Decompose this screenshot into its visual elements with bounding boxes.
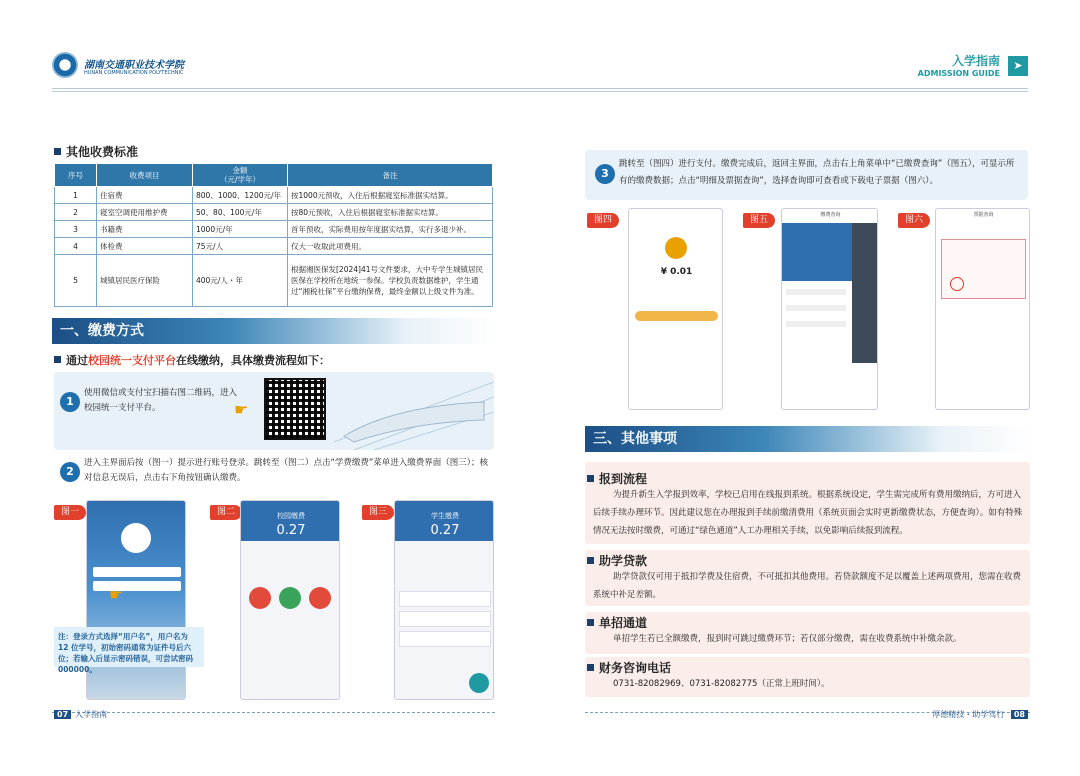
cell-amount: 75元/人: [193, 238, 288, 255]
menu-icon[interactable]: [279, 587, 301, 609]
payment-subtitle: [54, 352, 330, 368]
tuition-menu-icon[interactable]: [249, 587, 271, 609]
table-row: [55, 187, 493, 204]
cell-no: 5: [55, 255, 97, 307]
query-side-menu[interactable]: [852, 223, 878, 363]
cell-note: 按1000元预收，入住后根据寝室标准据实结算。: [288, 187, 493, 204]
loan-box: [585, 550, 1030, 606]
merchant-logo: [665, 237, 687, 259]
list-item[interactable]: [399, 611, 491, 627]
phone-fig5: [781, 208, 878, 410]
single-recruit-box: [585, 612, 1030, 654]
paper-plane-icon: ➤: [1008, 56, 1028, 76]
fee-table: [54, 163, 493, 307]
cell-item: 书籍费: [97, 221, 193, 238]
step3-number: 3: [595, 164, 615, 184]
cell-amount: 1000元/年: [193, 221, 288, 238]
footer-right: [932, 709, 1028, 720]
phone3-header: 学生缴费: [395, 501, 494, 541]
subtitle-highlight: 校园统一支付平台: [88, 354, 176, 367]
step2-number: 2: [60, 462, 80, 482]
fig1-tag: 图一: [54, 505, 86, 520]
phone5-banner: [782, 223, 852, 281]
report-title-text: 报到流程: [599, 472, 648, 486]
cell-note: 根据湘医保发[2024]41号文件要求，大中专学生城镇居民医保在学校所在地统一参保。学校负责数据维护，学生通过“湘税社保”平台缴纳保费，最终金额以上级文件为准。: [288, 255, 493, 307]
cell-note: 首年预收，实际费用按年度据实结算，实行多退少补。: [288, 221, 493, 238]
password-input[interactable]: [93, 581, 181, 591]
footer-left: [54, 709, 107, 720]
phone-fig3: [394, 500, 494, 700]
phone2-amount: 0.27: [276, 523, 306, 538]
loan-title: [587, 552, 647, 569]
school-name-cn: 湖南交通职业技术学院: [84, 60, 184, 71]
phone-fig1: [86, 500, 186, 700]
phone2-header: 校园缴费: [241, 501, 340, 541]
consult-title: [587, 659, 671, 676]
header-divider: [52, 88, 1028, 92]
table-row: [55, 221, 493, 238]
cell-no: 2: [55, 204, 97, 221]
guide-title-cn: 入学指南: [951, 54, 1000, 68]
qr-code[interactable]: [264, 378, 326, 440]
menu-item[interactable]: [786, 289, 846, 295]
cell-no: 4: [55, 238, 97, 255]
step2-text: 进入主界面后按（图一）提示进行账号登录。跳转至（图二）点击“学费缴费”菜单进入缴费界面（图三）；核对信息无误后，点击右下角按钮确认缴费。: [84, 458, 489, 483]
single-recruit-title: [587, 614, 647, 631]
footer-left-text: 入学指南: [75, 710, 108, 719]
pointing-hand-icon: ☛: [109, 585, 124, 604]
cell-item: 住宿费: [97, 187, 193, 204]
cell-note: 仅大一收取此项费用。: [288, 238, 493, 255]
payment-band: 一、缴费方式: [52, 318, 495, 344]
table-row: [55, 255, 493, 307]
consult-title-text: 财务咨询电话: [599, 661, 672, 675]
train-illustration: [334, 372, 494, 450]
phone-fig4: [628, 208, 723, 410]
app-logo: [121, 523, 151, 553]
cell-note: 按80元预收，入住后根据寝室标准据实结算。: [288, 204, 493, 221]
col-header-no: 序号: [55, 164, 97, 187]
fig3-tag: 图三: [362, 505, 394, 520]
login-note: 注：登录方式选择“用户名”，用户名为 12 位学号，初始密码通常为证件号后六位；若输入后显示密码错误，可尝试密码000000。: [54, 627, 204, 667]
report-box: [585, 462, 1030, 544]
subtitle-pre: 通过: [66, 354, 88, 367]
list-item[interactable]: [399, 591, 491, 607]
username-input[interactable]: [93, 567, 181, 577]
footer-line-left: [52, 712, 495, 713]
step1-box: [54, 372, 494, 450]
seal-stamp-icon: [950, 277, 964, 291]
school-name-en: HUNAN COMMUNICATION POLYTECHNIC: [84, 70, 184, 76]
fees-section-title: [54, 143, 138, 160]
col-header-item: 收费项目: [97, 164, 193, 187]
pointing-hand-icon: ☛: [234, 400, 249, 419]
confirm-pay-button[interactable]: [469, 673, 489, 693]
pay-amount: ¥ 0.01: [660, 267, 693, 277]
step2-box: [54, 456, 494, 496]
cell-no: 3: [55, 221, 97, 238]
table-row: [55, 204, 493, 221]
step1-text: 使用微信或支付宝扫描右图二维码，进入校园统一支付平台。: [84, 388, 238, 413]
step3-box: [585, 150, 1028, 200]
footer-right-text: 厚德精技・助学笃行: [932, 710, 1005, 719]
loan-text: 助学贷款仅可用于抵扣学费及住宿费，不可抵扣其他费用。若贷款额度不足以覆盖上述两项费用，您需在收费系统中补足差额。: [593, 572, 1022, 600]
pay-button[interactable]: [635, 311, 718, 321]
phone5-title: 缴费查询: [820, 212, 841, 218]
menu-item[interactable]: [786, 321, 846, 327]
step3-text: 跳转至（图四）进行支付。缴费完成后，返回主界面，点击右上角菜单中“已缴费查询”（图五），可显示所有的缴费数据；点击“明细及票据查询”，选择查询即可查看或下载电子票据（图六）。: [619, 159, 1015, 186]
phone-fig2: [240, 500, 340, 700]
single-recruit-title-text: 单招通道: [599, 616, 648, 630]
phone-fig6: [935, 208, 1030, 410]
menu-item[interactable]: [786, 305, 846, 311]
cell-item: 体检费: [97, 238, 193, 255]
page-number-right: 08: [1011, 710, 1028, 719]
consult-phone-text: 0731-82082969、0731-82082775（正常上班时间）。: [613, 679, 830, 689]
cell-amount: 50、80、100元/年: [193, 204, 288, 221]
fig5-tag: 图五: [743, 213, 775, 228]
step1-number: 1: [60, 392, 80, 412]
cell-item: 城镇居民医疗保险: [97, 255, 193, 307]
school-logo: [52, 52, 78, 78]
other-band: 三、其他事项: [585, 426, 1030, 452]
fig6-tag: 图六: [898, 213, 930, 228]
phone6-title: 票据查询: [973, 212, 994, 218]
phone3-amount: 0.27: [430, 523, 460, 538]
phone-consult-box: [585, 657, 1030, 697]
loan-title-text: 助学贷款: [599, 554, 648, 568]
page-number-left: 07: [54, 710, 71, 719]
menu-icon[interactable]: [309, 587, 331, 609]
fees-title-text: 其他收费标准: [66, 145, 139, 159]
cell-amount: 800、1000、1200元/年: [193, 187, 288, 204]
guide-title-en: ADMISSION GUIDE: [917, 69, 1000, 78]
cell-item: 寝室空调使用维护费: [97, 204, 193, 221]
table-row: [55, 238, 493, 255]
cell-no: 1: [55, 187, 97, 204]
list-item[interactable]: [399, 631, 491, 647]
fig4-tag: 图四: [587, 213, 619, 228]
subtitle-post: 在线缴纳，具体缴费流程如下：: [176, 354, 330, 367]
report-title: [587, 470, 647, 487]
single-recruit-text: 单招学生若已全额缴费，报到时可跳过缴费环节；若仅部分缴费，需在收费系统中补缴余款。: [613, 634, 962, 644]
report-text: 为提升新生入学报到效率，学校已启用在线报到系统。根据系统设定，学生需完成所有费用缴纳后，方可进入后续手续办理环节。因此建议您在办理报到手续前缴清费用（系统页面会实时更新缴费状态，方便查询）。如有特殊情况无法按时缴费，可通过“绿色通道”人工办理相关手续，以免影响后续报到流程。: [593, 490, 1023, 536]
fig2-tag: 图二: [210, 505, 242, 520]
cell-amount: 400元/人・年: [193, 255, 288, 307]
col-header-amount: 金额 （元/学年）: [193, 164, 288, 187]
col-header-note: 备注: [288, 164, 493, 187]
